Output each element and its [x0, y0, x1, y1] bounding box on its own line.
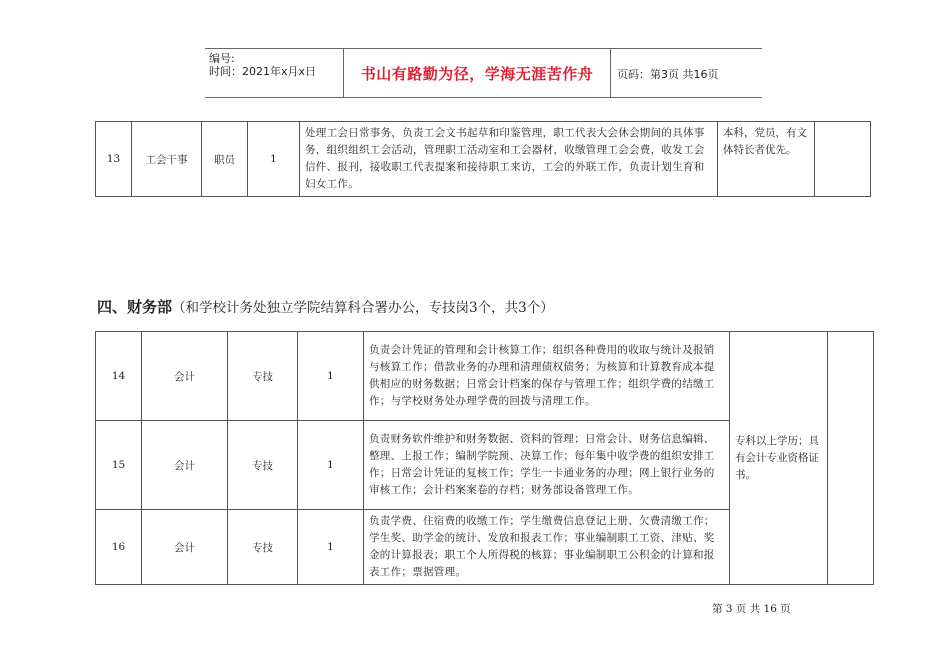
position-count: 1	[298, 332, 364, 421]
page-header	[205, 48, 762, 98]
page-footer: 第 3 页 共 16 页	[712, 603, 791, 615]
row-number: 14	[96, 332, 142, 421]
position-name: 工会干事	[132, 122, 202, 197]
header-page-info: 页码：第3页 共16页	[617, 68, 719, 81]
requirements-text: 专科以上学历；具有会计专业资格证书。	[735, 434, 819, 481]
position-duties: 负责会计凭证的管理和会计核算工作；组织各种费用的收取与统计及报销与核算工作；借款业务的办理和清理债权债务；为核算和计算教育成本提供相应的财务数据；日常会计档案的保存与管理工作；组织学费的结缴工作；与学校财务处办理学费的回拨与清理工作。	[364, 332, 730, 421]
position-count: 1	[298, 421, 364, 510]
staff-table-union	[95, 121, 871, 197]
position-duties: 处理工会日常事务，负责工会文书起草和印鉴管理，职工代表大会休会期间的具体事务，组织组织工会活动，管理职工活动室和工会器材，收缴管理工会会费，收发工会信件、报刊，接收职工代表提案和接待职工来访，工会的外联工作，负责计划生育和妇女工作。	[300, 122, 718, 197]
staff-table-finance	[95, 331, 874, 585]
row-number: 16	[96, 510, 142, 585]
table-row	[96, 122, 871, 197]
position-duties: 负责学费、住宿费的收缴工作；学生缴费信息登记上册、欠费清缴工作；学生奖、助学金的统计、发放和报表工作；事业编制职工工资、津贴、奖金的计算报表；职工个人所得税的核算；事业编制职工公积金的计算和报表工作；票据管理。	[364, 510, 730, 585]
section-title-detail: （和学校计务处独立学院结算科合署办公，专技岗3个，共3个）	[172, 300, 554, 316]
section-title-finance	[97, 296, 554, 317]
document-number-label: 编号:	[209, 52, 235, 65]
header-meta-cell	[205, 49, 344, 97]
position-requirements: 本科，党员，有文体特长者优先。	[718, 122, 815, 197]
position-duties: 负责财务软件维护和财务数据、资料的管理；日常会计、财务信息编辑、整理、上报工作；编制学院预、决算工作；每年集中收学费的组织安排工作；日常会计凭证的复核工作；学生一卡通业务的办理；网上银行业务的审核工作；会计档案案卷的存档；财务部设备管理工作。	[364, 421, 730, 510]
position-count: 1	[298, 510, 364, 585]
header-motto: 书山有路勤为径，学海无涯苦作舟	[360, 65, 594, 83]
position-note	[828, 332, 874, 585]
position-category: 专技	[228, 332, 298, 421]
position-category: 专技	[228, 421, 298, 510]
row-number: 13	[96, 122, 132, 197]
row-number: 15	[96, 421, 142, 510]
section-title-main: 四、财务部	[97, 298, 173, 316]
position-count: 1	[248, 122, 300, 197]
position-category: 专技	[228, 510, 298, 585]
position-category: 职员	[202, 122, 248, 197]
position-name: 会计	[142, 332, 228, 421]
shared-requirements	[730, 332, 828, 585]
position-name: 会计	[142, 510, 228, 585]
position-name: 会计	[142, 421, 228, 510]
position-note	[815, 122, 871, 197]
table-row	[96, 332, 874, 421]
header-motto-cell	[344, 49, 611, 97]
header-page-cell	[611, 49, 762, 97]
document-time-label: 时间：2021年x月x日	[209, 65, 317, 78]
